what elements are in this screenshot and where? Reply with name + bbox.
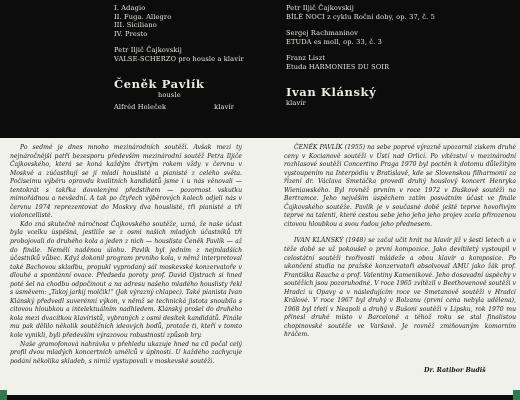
movement-3: III. Siciliano [114,21,157,30]
article-right-column [284,144,516,340]
performer-pavlik: Čeněk Pavlík [114,76,205,91]
article-left-column [10,144,242,366]
composer-tchaikovsky-2: Petr Iljič Čajkovskij [286,4,354,12]
movement-2: II. Fuga. Allegro [114,12,172,21]
performer-pavlik-role: housle [158,90,181,99]
work-valse-scherzo: VALSE-SCHERZO pro housle a klavír [114,54,244,63]
work-white-nights: BÍLÉ NOCI z cyklu Roční doby, op. 37, č. 5 [286,12,435,21]
composer-rachmaninov: Sergej Rachmaninov [286,29,359,38]
liner-notes [0,138,520,400]
bio-klansky: IVAN KLÁNSKÝ (1948) se začal učit hrát na klavír již v šesti letech a v téže době se už pokoušel o první kompozice. Jako devítiletý vystoupil v celostátní soutěži tvořivosti mládeže a obou klavír a komposice. Po ukončení studia na pražské konzervatoři absolvoval AMU jako žák prof. Františka Raucha a prof. Valentiny Kamenikové. Jeho dosavadní úspěchy v soutěžích jsou pozoruhodné. V roce 1965 zvítězil v Beethovenově soutěži v Hradci u Opavy a v následujícím roce ve Smetanově soutěži v Hradci Králové. V roce 1967 byl druhý v Bolzanu (první cena nebyla udělena), 1968 byl třetí v Neapoli a druhý v Bušoni soutěži v Lipsku, rok 1970 mu přinesl druhé místo v Barceloně a téhož roku se stal finalistou chopinovské soutěže ve Varšavě. Je rovněž zmiňovaným komorním hráčem. [284,237,516,339]
bottom-border [0,395,520,400]
composer-tchaikovsky: Petr Iljič Čajkovskij [114,46,182,55]
movement-4: IV. Presto [114,29,148,38]
work-etude-rachmaninov: ETUDA es moll, op. 33, č. 3 [286,37,383,46]
corner-mark [513,390,520,400]
program-right [286,4,516,107]
program-left [114,4,274,112]
performer-klansky-role: klavír [286,98,306,107]
composer-liszt: Franz Liszt [286,54,326,63]
article-signature: Dr. Ratibor Budiš [424,367,486,374]
performer-klansky: Ivan Klánský [286,84,377,99]
article-paragraph: Kdo zná skutečně náročnost Čajkovského soutěže, uzná, že naše účast byla vcelku úspěšná, jestliže se z osmi našich mladých účastníků tři probojovali do druhého kola a jeden z nich — houslista Čeněk Pavlík — až do finále. Nemělí naděnou úlohu. Pavlík byl jedním z nejmladších účastníků vůbec. Když dokonil program prvního kola, v němž interpretoval také Bachovou skladbu, propukl vyprodaný sál moskevské konzervatoře v dlouhé a spontánní ovace. Předseda poroty prof. David Ojstrach si hned poté šel na chodbu odpočinout a na adresu našeho mladého houslisty řekl s úsměvem: „Takoj jarkij molčik!“ (Jak výrazný chlapec). Také pianista Ivan Klánský předvedl suverénní výkon, v němž se technická jistota snoubila s citovou hloubkou a intelektuálním nadhledem. Klánský prošel do druhého kola mezi dvacítkou klavíristů, vybraných z osmi desítek kandidátů. Finále mu pak dělilo několik soutěžních ideových bodů, protože ti, kteří v tomto kole vynikli, byli především výrazovou robustností způsob hry. [10,220,243,340]
accompanist-name: Alfréd Holeček [114,103,167,112]
article-paragraph: Naše gramofonová nahrávka v přehledu ukazuje hned na cíl počal celý profil dvou mladých koncertních umělců v úplnosti. U každého zachycuje podání několika skladeb, s nimiž vystupovali v moskevské soutěži. [10,340,242,365]
work-harmonies: Etuda HARMONIES DU SOIR [286,62,390,71]
accompanist-role: klavír [214,103,234,112]
movement-1: I. Adagio [114,4,146,12]
article-paragraph: Po sedmé je dnes mnoho mezinárodních soutěží. Avšak mezi ty nejnáročnější patří bezesporu především mezinárodní soutěž Petra Iljiče Čajkovského, která se koná každým čtvrtým rokem vždy v červnu v Moskvě a zúčastňují se jí mladí houslisté a pianisté z celého světa. Počíseimu výběru opravdu kvalitních kandidátů jsme i u nás věnovali — tentokrát s takřka dovolenými předstihem — pozornost vskutku mimořádnou a nevšední. A tak po čtyřech výběrových kolech odjeli nás v červnu 1974 reprezentovat do Moskvy dva houslisté, tři pianisté a tři violoncellisté. [10,144,242,220]
program-header [0,0,520,138]
corner-mark [0,390,7,400]
bio-pavlik: ČENĚK PAVLÍK (1955) na sebe poprvé výrazně upozornil ziskem druhé ceny v Kocianově soutěži v Ústí nad Orlicí. Po vítězství v mezinárodní rozhlasové soutěži Concertino Praga 1970 byl poctěn k dotomu důležitým vystoupením na Interpódiu v Bratislavě, kde se Slovenskou filharmonií za řízení dr. Václava Smetáčka provedl druhý houslový koncert Henryka Wieniawského. Byl rovněž prvním v roce 1972 v Duškově soutěži na Bertramce. Jeho nejvěším úspěchem zatím posvátním účast ve finále Čajkovského soutěže. Pavlík je v současné době ještě teprve hovořivým teprve na talenti, které cestou sebe jeho jeho jeho projev zcela přirozenou citovou hloubkou a svou řadou jeho přednesem. [284,144,516,228]
